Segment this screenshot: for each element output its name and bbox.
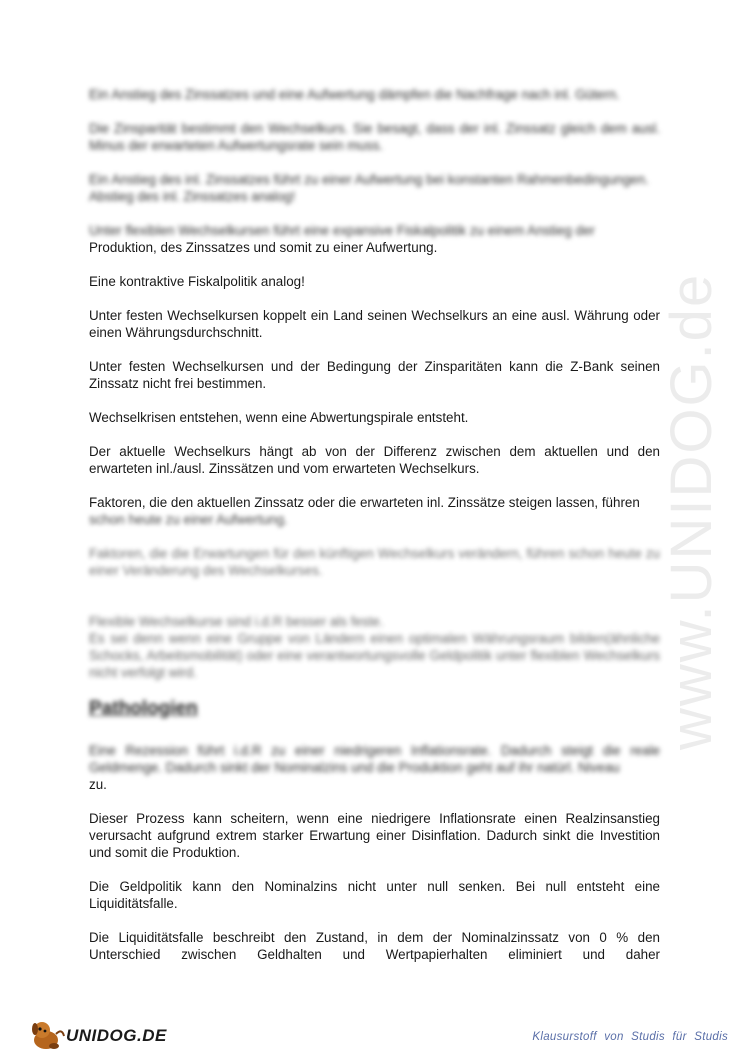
paragraph-15: Die Geldpolitik kann den Nominalzins nicht unter null senken. Bei null entsteht eine Liquiditätsfalle. [89,879,660,911]
paragraph-7: Unter festen Wechselkursen und der Bedingung der Zinsparitäten kann die Z-Bank seinen Zinssatz nicht frei bestimmen. [89,359,660,391]
section-heading: Pathologien [89,698,198,719]
paragraph-13: Eine Rezession führt i.d.R zu einer niedrigeren Inflationsrate. Dadurch steigt die reale Geldmenge. Dadurch sinkt der Nominalzins und die Produktion geht auf ihr natürl. Niveau zu. [89,743,660,792]
paragraph-2: Die Zinsparität bestimmt den Wechselkurs. Sie besagt, dass der inl. Zinssatz gleich dem ausl. Minus der erwarteten Aufwertungsrate sein muss. [89,121,660,153]
dog-mascot-icon [26,1016,66,1052]
paragraph-12: Flexible Wechselkurse sind i.d.R besser als feste. Es sei denn wenn eine Gruppe von Ländern einen optimalen Währungsraum bilden(ähnliche Schocks, Arbeitsmobilität) oder eine verantwortungsvolle Geldpolitik unter flexiblen Wechselkurs nicht verfolgt wird. [89,614,660,680]
logo-text: UNIDOG.DE [66,1026,167,1045]
document-body [89,86,660,980]
paragraph-11: Faktoren, die die Erwartungen für den künftigen Wechselkurs verändern, führen schon heute zu einer Veränderung des Wechselkurses. [89,546,660,578]
paragraph-6: Unter festen Wechselkursen koppelt ein Land seinen Wechselkurs an eine ausl. Währung oder einen Währungsdurchschnitt. [89,308,660,340]
paragraph-4: Unter flexiblen Wechselkursen führt eine expansive Fiskalpolitik zu einem Anstieg der Produktion, des Zinssatzes und somit zu einer Aufwertung. [89,223,595,255]
paragraph-1: Ein Anstieg des Zinssatzes und eine Aufwertung dämpfen die Nachfrage nach inl. Gütern. [89,87,620,102]
paragraph-3: Ein Anstieg des inl. Zinssatzes führt zu einer Aufwertung bei konstanten Rahmenbedingungen. Abstieg des inl. Zinssatzes analog! [89,172,649,204]
paragraph-14: Dieser Prozess kann scheitern, wenn eine niedrigere Inflationsrate einen Realzinsanstieg verursacht aufgrund extrem starker Erwartung einer Disinflation. Dadurch sinkt die Investition und somit die Produktion. [89,811,660,860]
paragraph-8: Wechselkrisen entstehen, wenn eine Abwertungspirale entsteht. [89,410,469,425]
watermark: www.UNIDOG.de [659,272,724,750]
paragraph-16: Die Liquiditätsfalle beschreibt den Zustand, in dem der Nominalzinssatz von 0 % den Unterschied zwischen Geldhalten und Wertpapierhalten eliminiert und daher [89,930,660,962]
paragraph-9: Der aktuelle Wechselkurs hängt ab von der Differenz zwischen dem aktuellen und den erwarteten inl./ausl. Zinssätzen und vom erwarteten Wechselkurs. [89,444,660,476]
paragraph-5: Eine kontraktive Fiskalpolitik analog! [89,274,305,289]
footer-tagline: Klausurstoff von Studis für Studis [532,1031,728,1043]
paragraph-10: Faktoren, die den aktuellen Zinssatz oder die erwarteten inl. Zinssätze steigen lassen, führen schon heute zu einer Aufwertung. [89,495,640,527]
unidog-logo[interactable] [26,1016,166,1052]
